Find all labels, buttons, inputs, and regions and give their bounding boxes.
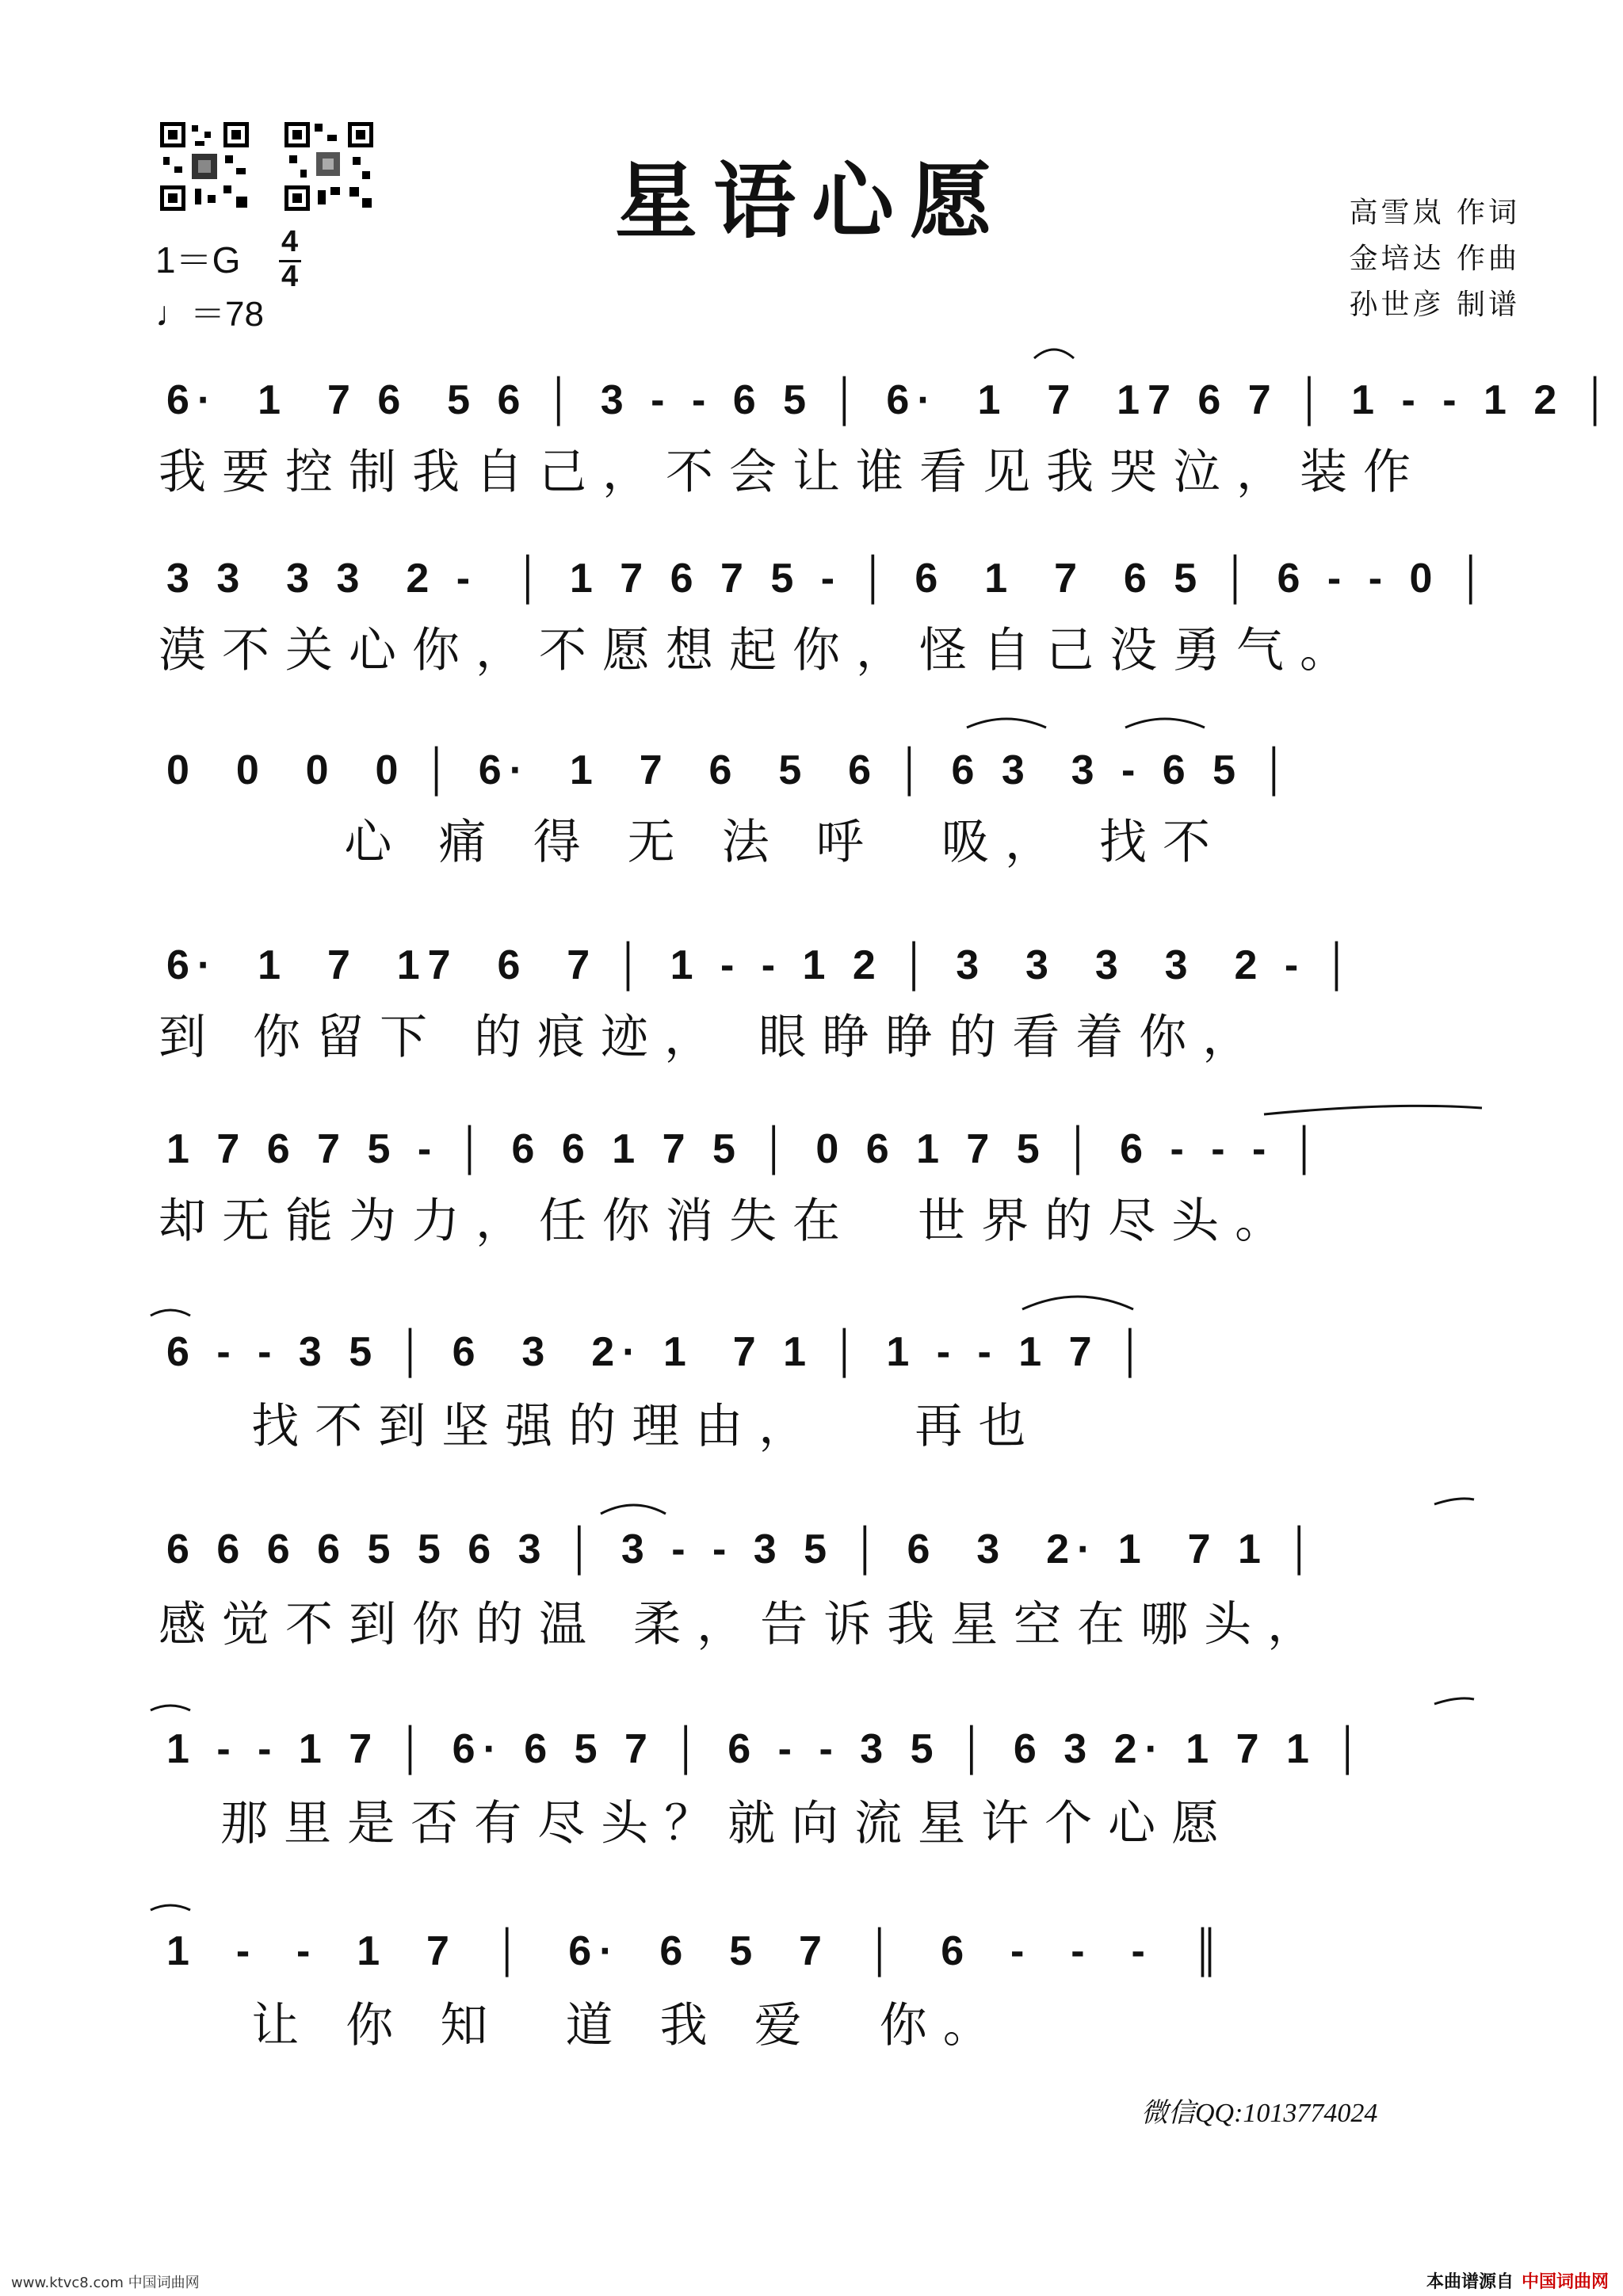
notation-row-1: 6· 1 7 6 5 6 │ 3 - - 6 5 │ 6· 1 7 17 6 7 │ 1 - - 1 2 │ — [166, 377, 1618, 423]
footer-site: www.ktvc8.com 中国词曲网 — [11, 2275, 200, 2291]
lyrics-row-9: 让 你 知 道 我 爱 你。 — [158, 1998, 1006, 2053]
notation-row-8: 1 - - 1 7 │ 6· 6 5 7 │ 6 - - 3 5 │ 6 3 2· 1 7 1 │ — [166, 1726, 1370, 1772]
lyrics-row-3: 心 痛 得 无 法 呼 吸， 找不 — [158, 815, 1227, 870]
footer-source-site: 中国词曲网 — [1522, 2272, 1610, 2292]
lyrics-row-6: 找不到坚强的理由， 再也 — [158, 1399, 1042, 1454]
credit-composer: 金培达 作曲 — [1349, 243, 1520, 275]
lyrics-row-4: 到 你留下 的痕迹， 眼睁睁的看着你， — [158, 1010, 1266, 1065]
notation-row-3: 0 0 0 0 │ 6· 1 7 6 5 6 │ 6 3 3 - 6 5 │ — [166, 747, 1297, 793]
time-signature-top: 4 — [281, 225, 299, 258]
contact-info: 微信QQ:1013774024 — [1141, 2099, 1378, 2128]
credit-arranger: 孙世彦 制谱 — [1349, 288, 1520, 321]
notation-row-6: 6 - - 3 5 │ 6 3 2· 1 7 1 │ 1 - - 1 7 │ — [166, 1329, 1153, 1375]
notation-row-4: 6· 1 7 17 6 7 │ 1 - - 1 2 │ 3 3 3 3 2 - │ — [166, 942, 1360, 988]
key-signature: 1＝G — [155, 239, 241, 281]
lyrics-row-5: 却无能为力，任你消失在 世界的尽头。 — [158, 1194, 1299, 1249]
notation-row-5: 1 7 6 7 5 - │ 6 6 1 7 5 │ 0 6 1 7 5 │ 6 - - - │ — [166, 1126, 1327, 1172]
song-title: 星语心愿 — [614, 152, 1008, 250]
lyrics-row-2: 漠不关心你，不愿想起你，怪自己没勇气。 — [158, 623, 1363, 678]
lyrics-row-1: 我要控制我自己，不会让谁看见我哭泣，装作 — [158, 445, 1426, 500]
tempo-mark: ♩＝78 — [155, 295, 264, 334]
footer-source-label: 本曲谱源自 — [1426, 2272, 1514, 2292]
lyrics-row-7: 感觉不到你的温 柔，告诉我星空在哪头， — [158, 1597, 1331, 1652]
notation-row-9: 1 - - 1 7 │ 6· 6 5 7 │ 6 - - - ║ — [166, 1928, 1229, 1974]
credit-lyricist: 高雪岚 作词 — [1349, 197, 1520, 229]
time-signature-bottom: 4 — [281, 260, 299, 293]
notation-row-7: 6 6 6 6 5 5 6 3 │ 3 - - 3 5 │ 6 3 2· 1 7 1 │ — [166, 1526, 1322, 1572]
notation-row-2: 3 3 3 3 2 - │ 1 7 6 7 5 - │ 6 1 7 6 5 │ 6 - - 0 │ — [166, 556, 1494, 602]
lyrics-row-8: 那里是否有尽头？就向流星许个心愿 — [158, 1796, 1235, 1851]
